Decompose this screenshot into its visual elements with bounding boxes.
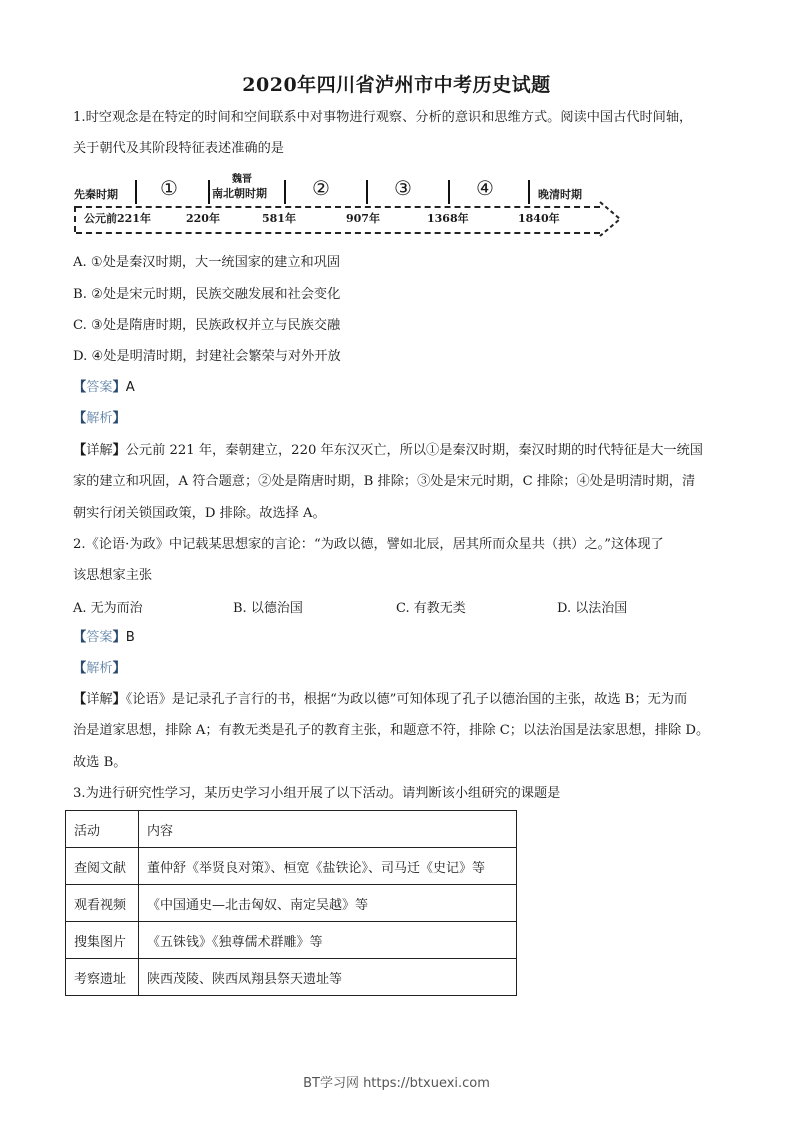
timeline-tick	[208, 180, 210, 204]
period-late-qing: 晚清时期	[538, 188, 582, 201]
table-cell: 观看视频	[66, 885, 139, 922]
timeline-tick	[284, 180, 286, 204]
q1-analysis-heading: 【解析】	[73, 411, 126, 426]
q1-answer: 【答案】A	[73, 380, 135, 395]
year-label: 220年	[186, 212, 220, 225]
answer-value: B	[125, 630, 135, 645]
page-title: 2020年四川省泸州市中考历史试题	[242, 74, 551, 96]
q2-option-a: A. 无为而治	[73, 601, 143, 616]
timeline-arrow-icon	[598, 200, 628, 238]
q2-option-c: C. 有教无类	[396, 601, 466, 616]
period-marker-1: ①	[160, 176, 178, 200]
timeline-start-edge	[74, 206, 76, 232]
q2-stem-line1: 2.《论语·为政》中记载某思想家的言论：“为政以德，譬如北辰，居其所而众星共（拱）之。”这体现了	[73, 537, 664, 552]
table-row	[66, 885, 517, 922]
q2-answer: 【答案】B	[73, 630, 135, 645]
year-label: 907年	[346, 212, 380, 225]
table-cell: 考察遗址	[66, 959, 139, 996]
answer-label: 答案	[86, 380, 113, 395]
table-header-cell: 内容	[139, 811, 517, 848]
activities-table	[65, 810, 517, 996]
table-header-row	[66, 811, 517, 848]
q2-detail-line3: 故选 B。	[73, 755, 127, 770]
period-northern-southern: 南北朝时期	[212, 187, 267, 200]
q2-detail-line1: 【详解】《论语》是记录孔子言行的书，根据“为政以德”可知体现了孔子以德治国的主张，故选 B；无为而	[73, 692, 688, 707]
table-header-cell: 活动	[66, 811, 139, 848]
year-label: 581年	[262, 212, 296, 225]
year-label: 1840年	[518, 212, 560, 225]
period-marker-2: ②	[312, 176, 330, 200]
answer-value: A	[125, 380, 135, 395]
timeline-tick	[528, 180, 530, 204]
q2-analysis-heading: 【解析】	[73, 661, 126, 676]
q1-option-c: C. ③处是隋唐时期，民族政权并立与民族交融	[73, 318, 341, 333]
table-cell: 《五铢钱》《独尊儒术群雕》等	[139, 922, 517, 959]
timeline-diagram	[72, 172, 632, 242]
period-marker-4: ④	[476, 176, 494, 200]
q1-option-b: B. ②处是宋元时期，民族交融发展和社会变化	[73, 287, 341, 302]
period-wei-jin: 魏晋	[232, 174, 252, 185]
table-cell: 陕西茂陵、陕西凤翔县祭天遗址等	[139, 959, 517, 996]
table-cell: 查阅文献	[66, 848, 139, 885]
table-row	[66, 922, 517, 959]
analysis-label: 解析	[86, 411, 113, 426]
q1-detail-line2: 家的建立和巩固，A 符合题意；②处是隋唐时期，B 排除；③处是宋元时期，C 排除；④处是明清时期，清	[73, 474, 696, 489]
q1-stem-line1: 1.时空观念是在特定的时间和空间联系中对事物进行观察、分析的意识和思维方式。阅读中国古代时间轴，	[73, 110, 693, 125]
answer-label: 答案	[86, 630, 113, 645]
year-label: 公元前221年	[84, 212, 151, 225]
q1-detail-line1: 【详解】公元前 221 年，秦朝建立，220 年东汉灭亡，所以①是秦汉时期，秦汉时期的时代特征是大一统国	[73, 443, 703, 458]
q2-detail-line2: 治是道家思想，排除 A；有教无类是孔子的教育主张，和题意不符，排除 C；以法治国是法家思想，排除 D。	[73, 723, 710, 738]
q1-stem-line2: 关于朝代及其阶段特征表述准确的是	[73, 141, 284, 156]
timeline-tick	[366, 180, 368, 204]
analysis-label: 解析	[86, 661, 113, 676]
q2-option-b: B. 以德治国	[233, 601, 303, 616]
footer-watermark: BT学习网 https://btxuexi.com	[303, 1076, 490, 1091]
table-cell: 搜集图片	[66, 922, 139, 959]
table-row	[66, 848, 517, 885]
period-marker-3: ③	[394, 176, 412, 200]
q1-detail-line3: 朝实行闭关锁国政策，D 排除。故选择 A。	[73, 506, 326, 521]
detail-label: 详解	[86, 692, 113, 707]
detail-label: 详解	[86, 443, 113, 458]
year-label: 1368年	[427, 212, 469, 225]
q2-stem-line2: 该思想家主张	[73, 568, 153, 583]
q3-stem: 3.为进行研究性学习，某历史学习小组开展了以下活动。请判断该小组研究的课题是	[73, 786, 561, 801]
q2-option-d: D. 以法治国	[557, 601, 628, 616]
table-cell: 董仲舒《举贤良对策》、桓宽《盐铁论》、司马迁《史记》等	[139, 848, 517, 885]
timeline-tick	[448, 180, 450, 204]
table-row	[66, 959, 517, 996]
q1-option-d: D. ④处是明清时期，封建社会繁荣与对外开放	[73, 349, 341, 364]
q1-option-a: A. ①处是秦汉时期，大一统国家的建立和巩固	[73, 255, 341, 270]
period-pre-qin: 先秦时期	[74, 188, 118, 201]
table-cell: 《中国通史—北击匈奴、南定吴越》等	[139, 885, 517, 922]
timeline-tick	[135, 180, 137, 204]
